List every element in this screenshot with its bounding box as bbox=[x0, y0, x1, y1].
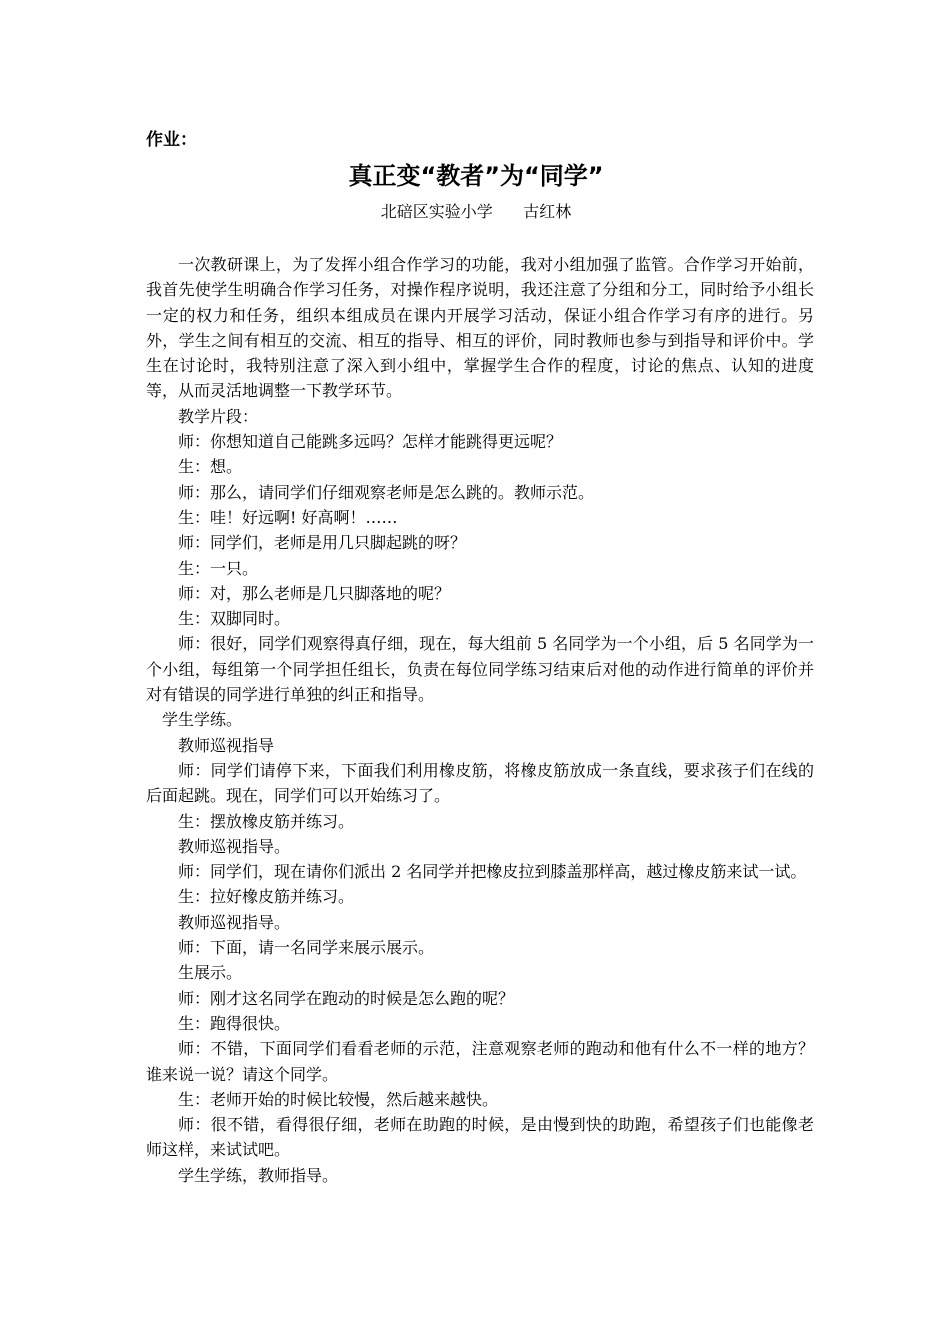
paragraph: 师：刚才这名同学在跑动的时候是怎么跑的呢？ bbox=[178, 988, 515, 1008]
paragraph: 教师巡视指导。 bbox=[178, 912, 291, 932]
paragraph: 教学片段： bbox=[178, 406, 259, 426]
article-body bbox=[146, 252, 814, 1188]
paragraph: 师：那么，请同学们仔细观察老师是怎么跳的。教师示范。 bbox=[178, 482, 595, 502]
paragraph: 生：想。 bbox=[178, 457, 243, 477]
paragraph: 生：拉好橡皮筋并练习。 bbox=[178, 887, 355, 907]
paragraph: 师：很好，同学们观察得真仔细，现在，每大组前 5 名同学为一个小组，后 5 名同学为一个小组，每组第一个同学担任组长，负责在每位同学练习结束后对他的动作进行简单的评价并对有错误的同学进行单独的纠正和指导。 bbox=[146, 634, 814, 705]
paragraph: 师：对，那么老师是几只脚落地的呢？ bbox=[178, 583, 451, 603]
paragraph: 生：双脚同时。 bbox=[178, 609, 291, 629]
author-byline: 北碚区实验小学 古红林 bbox=[380, 202, 572, 221]
paragraph: 一次教研课上，为了发挥小组合作学习的功能，我对小组加强了监管。合作学习开始前，我首先使学生明确合作学习任务，对操作程序说明，我还注意了分组和分工，同时给予小组长一定的权力和任务，组织本组成员在课内开展学习活动，保证小组合作学习有序的进行。另外，学生之间有相互的交流、相互的指导、相互的评价，同时教师也参与到指导和评价中。学生在讨论时，我特别注意了深入到小组中，掌握学生合作的程度，讨论的焦点、认知的进度等，从而灵活地调整一下教学环节。 bbox=[146, 255, 814, 401]
paragraph: 生：老师开始的时候比较慢，然后越来越快。 bbox=[178, 1089, 499, 1109]
assignment-label: 作业： bbox=[146, 130, 197, 150]
paragraph: 学生学练。 bbox=[162, 710, 243, 730]
paragraph: 师：同学们，现在请你们派出 2 名同学并把橡皮拉到膝盖那样高，越过橡皮筋来试一试。 bbox=[178, 862, 807, 882]
paragraph: 教师巡视指导 bbox=[178, 735, 275, 755]
paragraph: 师：同学们，老师是用几只脚起跳的呀？ bbox=[178, 533, 467, 553]
paragraph: 学生学练，教师指导。 bbox=[178, 1165, 339, 1185]
paragraph: 生：一只。 bbox=[178, 558, 259, 578]
paragraph: 师：很不错，看得很仔细，老师在助跑的时候，是由慢到快的助跑，希望孩子们也能像老师这样，来试试吧。 bbox=[146, 1115, 814, 1160]
paragraph: 生：跑得很快。 bbox=[178, 1013, 291, 1033]
paragraph: 师：下面，请一名同学来展示展示。 bbox=[178, 938, 435, 958]
paragraph: 师：你想知道自己能跳多远吗？怎样才能跳得更远呢？ bbox=[178, 432, 563, 452]
paragraph: 师：不错，下面同学们看看老师的示范，注意观察老师的跑动和他有什么不一样的地方？谁来说一说？请这个同学。 bbox=[146, 1039, 814, 1084]
paragraph: 生展示。 bbox=[178, 963, 243, 983]
paragraph: 生：哇！好远啊! 好高啊！…… bbox=[178, 507, 398, 527]
paragraph: 教师巡视指导。 bbox=[178, 836, 291, 856]
article-title: 真正变“教者”为“同学” bbox=[348, 162, 604, 190]
paragraph: 生：摆放橡皮筋并练习。 bbox=[178, 811, 355, 831]
paragraph: 师：同学们请停下来，下面我们利用橡皮筋，将橡皮筋放成一条直线，要求孩子们在线的后面起跳。现在，同学们可以开始练习了。 bbox=[146, 760, 814, 806]
